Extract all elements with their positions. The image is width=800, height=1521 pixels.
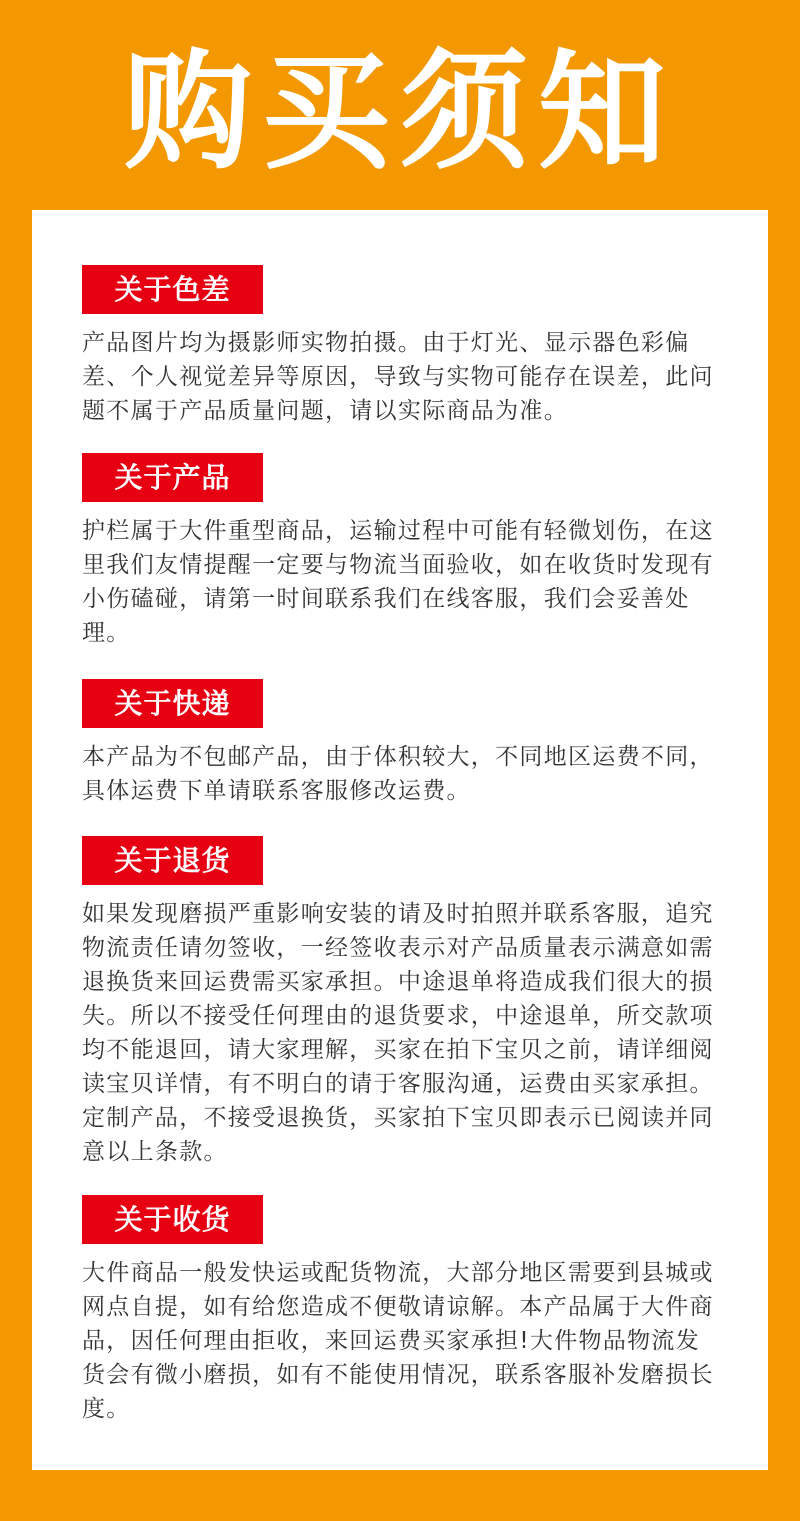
section-receiving (82, 1195, 732, 1426)
section-text-shipping: 本产品为不包邮产品，由于体积较大，不同地区运费不同，具体运费下单请联系客服修改运费。 (82, 744, 714, 804)
section-heading-color-difference: 关于色差 (82, 265, 263, 314)
notice-card (32, 210, 768, 1470)
page-title: 购买须知 (123, 38, 676, 187)
section-text-color-difference: 产品图片均为摄影师实物拍摄。由于灯光、显示器色彩偏差、个人视觉差异等原因，导致与实物可能存在误差，此问题不属于产品质量问题，请以实际商品为准。 (82, 330, 714, 424)
section-product (82, 453, 732, 650)
section-text-product: 护栏属于大件重型商品，运输过程中可能有轻微划伤，在这里我们友情提醒一定要与物流当面验收，如在收货时发现有小伤磕碰，请第一时间联系我们在线客服，我们会妥善处理。 (82, 518, 714, 646)
section-heading-returns: 关于退货 (82, 836, 263, 885)
section-heading-receiving: 关于收货 (82, 1195, 263, 1244)
section-heading-shipping: 关于快递 (82, 679, 263, 728)
section-text-receiving: 大件商品一般发快运或配货物流，大部分地区需要到县城或网点自提，如有给您造成不便敬请谅解。本产品属于大件商品，因任何理由拒收，来回运费买家承担!大件物品物流发货会有微小磨损，如有不能使用情况，联系客服补发磨损长度。 (82, 1260, 714, 1422)
section-color-difference (82, 265, 732, 428)
section-returns (82, 836, 732, 1169)
section-text-returns: 如果发现磨损严重影响安装的请及时拍照并联系客服，追究物流责任请勿签收，一经签收表示对产品质量表示满意如需退换货来回运费需买家承担。中途退单将造成我们很大的损失。所以不接受任何理由的退货要求，中途退单，所交款项均不能退回，请大家理解，买家在拍下宝贝之前，请详细阅读宝贝详情，有不明白的请于客服沟通，运费由买家承担。定制产品，不接受退换货，买家拍下宝贝即表示已阅读并同意以上条款。 (82, 901, 714, 1165)
section-heading-product: 关于产品 (82, 453, 263, 502)
section-shipping (82, 679, 732, 808)
